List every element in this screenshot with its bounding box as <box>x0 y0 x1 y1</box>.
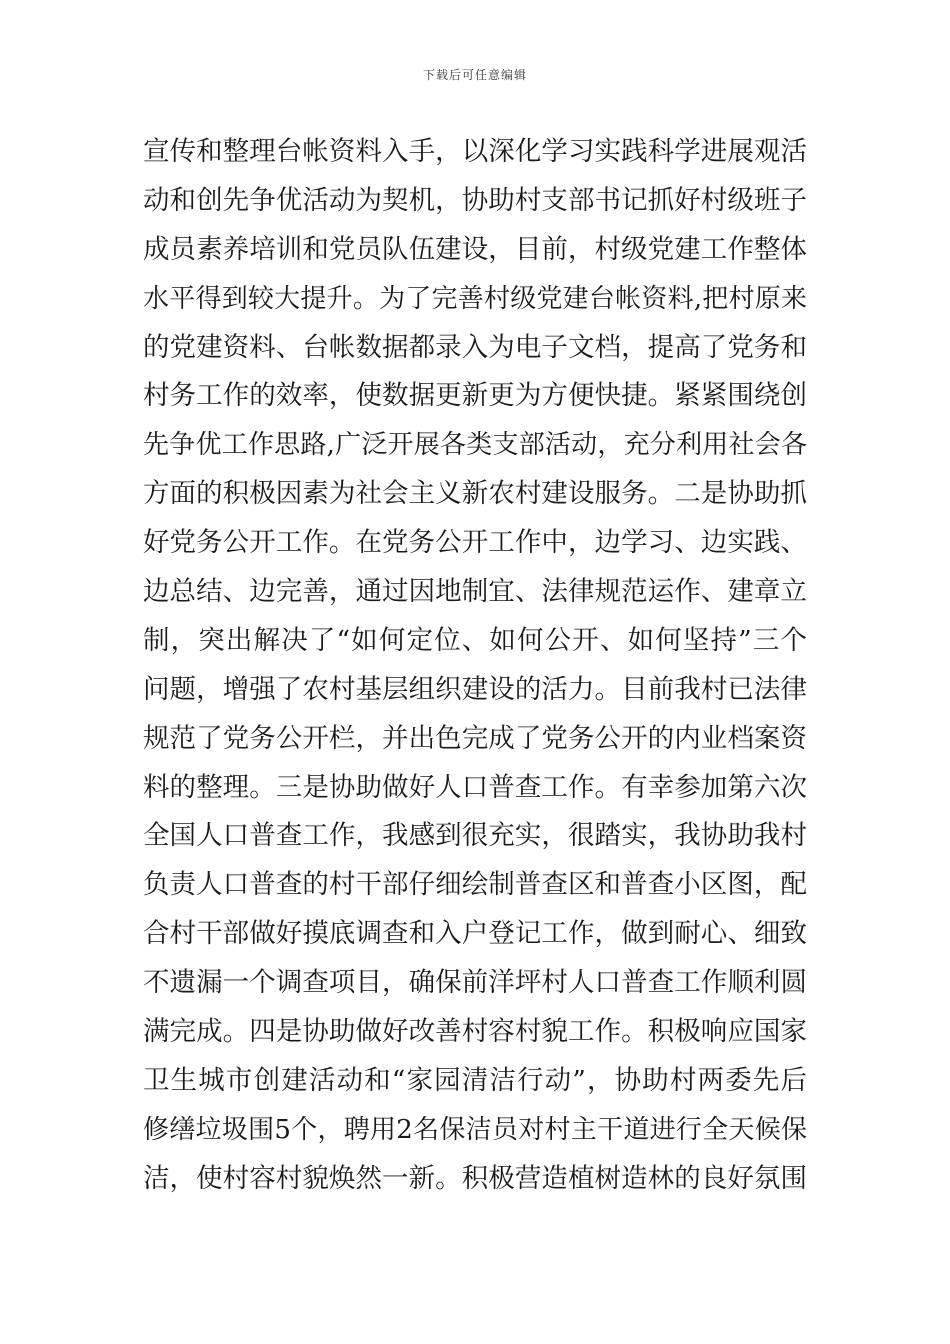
text-line: 洁，使村容村貌焕然一新。积极营造植树造林的良好氛围 <box>143 1162 807 1194</box>
text-line: 全国人口普查工作，我感到很充实，很踏实，我协助我村 <box>143 820 807 852</box>
text-line: 边总结、边完善，通过因地制宜、法律规范运作、建章立 <box>143 576 807 608</box>
text-line: 动和创先争优活动为契机，协助村支部书记抓好村级班子 <box>143 184 807 216</box>
text-line: 水平得到较大提升。为了完善村级党建台帐资料,把村原来 <box>143 283 807 314</box>
text-line: 的党建资料、台帐数据都录入为电子文档，提高了党务和 <box>143 331 807 363</box>
text-line: 成员素养培训和党员队伍建设，目前，村级党建工作整体 <box>143 233 807 265</box>
text-line: 负责人口普查的村干部仔细绘制普查区和普查小区图，配 <box>143 869 807 901</box>
header-note: 下载后可任意编辑 <box>422 68 527 82</box>
text-line: 料的整理。三是协助做好人口普查工作。有幸参加第六次 <box>143 771 807 803</box>
text-line: 宣传和整理台帐资料入手，以深化学习实践科学进展观活 <box>143 136 807 167</box>
text-line: 村务工作的效率，使数据更新更为方便快捷。紧紧围绕创 <box>143 380 807 412</box>
document-body <box>143 128 807 1204</box>
text-line: 合村干部做好摸底调查和入户登记工作，做到耐心、细致 <box>143 918 807 950</box>
text-line: 规范了党务公开栏，并出色完成了党务公开的内业档案资 <box>143 722 807 754</box>
text-line: 问题，增强了农村基层组织建设的活力。目前我村已法律 <box>143 673 807 705</box>
text-line: 修缮垃圾围5个，聘用2名保洁员对村主干道进行全天候保 <box>143 1114 807 1145</box>
text-line: 方面的积极因素为社会主义新农村建设服务。二是协助抓 <box>143 478 807 510</box>
text-line: 制，突出解决了“如何定位、如何公开、如何坚持”三个 <box>143 624 807 656</box>
text-line: 不遗漏一个调查项目，确保前洋坪村人口普查工作顺利圆 <box>143 967 807 999</box>
text-line: 卫生城市创建活动和“家园清洁行动”，协助村两委先后 <box>143 1064 807 1096</box>
text-line: 好党务公开工作。在党务公开工作中，边学习、边实践、 <box>143 527 807 559</box>
text-line: 先争优工作思路,广泛开展各类支部活动，充分利用社会各 <box>143 430 807 461</box>
text-line: 满完成。四是协助做好改善村容村貌工作。积极响应国家 <box>143 1016 807 1048</box>
